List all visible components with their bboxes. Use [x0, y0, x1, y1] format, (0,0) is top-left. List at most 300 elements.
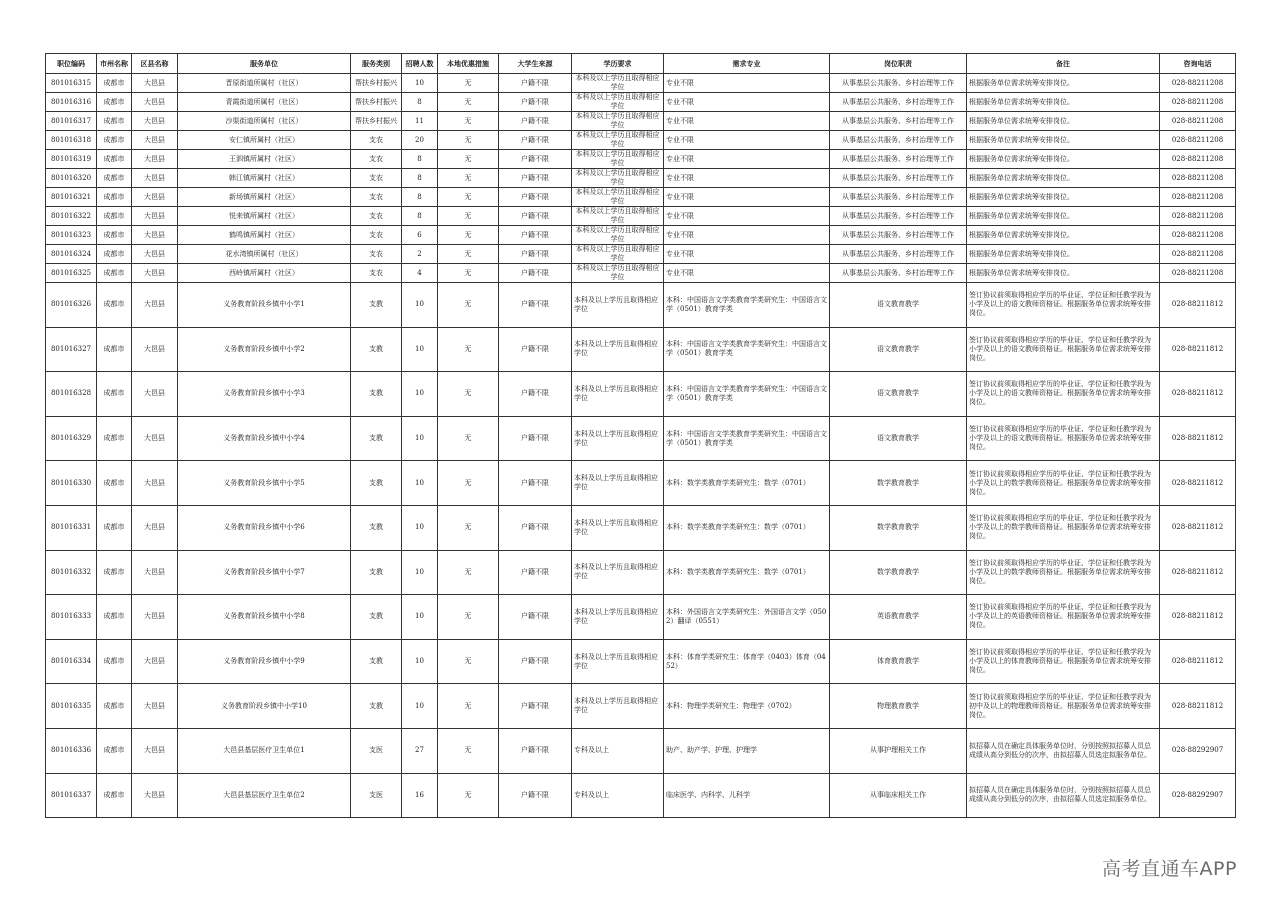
major-cell: 临床医学、内科学、儿科学	[664, 773, 830, 818]
duty-cell: 数学教育教学	[830, 550, 967, 595]
service-unit-cell: 韩江镇所属村（社区）	[178, 169, 351, 188]
headcount-cell: 20	[402, 131, 438, 150]
table-row	[46, 131, 1236, 150]
column-header: 大学生来源	[499, 54, 572, 74]
duty-cell: 从事基层公共服务、乡村治理等工作	[830, 245, 967, 264]
city-cell: 成都市	[97, 207, 132, 226]
student-source-cell: 户籍不限	[499, 461, 572, 506]
city-cell: 成都市	[97, 505, 132, 550]
city-cell: 成都市	[97, 416, 132, 461]
headcount-cell: 8	[402, 188, 438, 207]
phone-cell: 028-88211812	[1160, 684, 1236, 729]
education-cell: 专科及以上	[572, 773, 664, 818]
student-source-cell: 户籍不限	[499, 226, 572, 245]
service-unit-cell: 鹤鸣镇所属村（社区）	[178, 226, 351, 245]
local-policy-cell: 无	[438, 728, 499, 773]
local-policy-cell: 无	[438, 93, 499, 112]
table-row	[46, 728, 1236, 773]
service-type-cell: 支农	[351, 188, 402, 207]
remark-cell: 根据服务单位需求统筹安排岗位。	[967, 264, 1160, 283]
major-cell: 本科：中国语言文学类教育学类研究生：中国语言文学（0501）教育学类	[664, 416, 830, 461]
duty-cell: 从事基层公共服务、乡村治理等工作	[830, 112, 967, 131]
service-unit-cell: 义务教育阶段乡镇中小学9	[178, 639, 351, 684]
position-code-cell: 801016317	[46, 112, 97, 131]
local-policy-cell: 无	[438, 416, 499, 461]
headcount-cell: 10	[402, 461, 438, 506]
position-code-cell: 801016327	[46, 327, 97, 372]
phone-cell: 028-88211208	[1160, 245, 1236, 264]
phone-cell: 028-88211208	[1160, 188, 1236, 207]
phone-cell: 028-88211812	[1160, 416, 1236, 461]
service-unit-cell: 义务教育阶段乡镇中小学7	[178, 550, 351, 595]
phone-cell: 028-88211812	[1160, 505, 1236, 550]
remark-cell: 签订协议前须取得相应学历的毕业证、学位证和任教学段为初中及以上的物理教师资格证。根据服务单位需求统筹安排岗位。	[967, 684, 1160, 729]
position-code-cell: 801016320	[46, 169, 97, 188]
education-cell: 本科及以上学历且取得相应学位	[572, 74, 664, 93]
county-cell: 大邑县	[132, 461, 178, 506]
education-cell: 本科及以上学历且取得相应学位	[572, 245, 664, 264]
duty-cell: 语文教育教学	[830, 283, 967, 328]
table-row	[46, 150, 1236, 169]
student-source-cell: 户籍不限	[499, 150, 572, 169]
position-code-cell: 801016329	[46, 416, 97, 461]
service-type-cell: 支教	[351, 327, 402, 372]
county-cell: 大邑县	[132, 74, 178, 93]
education-cell: 本科及以上学历且取得相应学位	[572, 595, 664, 640]
position-code-cell: 801016325	[46, 264, 97, 283]
position-code-cell: 801016330	[46, 461, 97, 506]
position-code-cell: 801016318	[46, 131, 97, 150]
duty-cell: 从事基层公共服务、乡村治理等工作	[830, 264, 967, 283]
table-row	[46, 207, 1236, 226]
student-source-cell: 户籍不限	[499, 74, 572, 93]
service-type-cell: 支农	[351, 150, 402, 169]
local-policy-cell: 无	[438, 188, 499, 207]
major-cell: 本科：外国语言文学类研究生：外国语言文学（0502）翻译（0551）	[664, 595, 830, 640]
city-cell: 成都市	[97, 226, 132, 245]
remark-cell: 签订协议前须取得相应学历的毕业证、学位证和任教学段为小学及以上的语文教师资格证。根据服务单位需求统筹安排岗位。	[967, 283, 1160, 328]
phone-cell: 028-88211208	[1160, 131, 1236, 150]
education-cell: 本科及以上学历且取得相应学位	[572, 416, 664, 461]
column-header: 本地优惠措施	[438, 54, 499, 74]
education-cell: 本科及以上学历且取得相应学位	[572, 372, 664, 417]
phone-cell: 028-88211812	[1160, 327, 1236, 372]
student-source-cell: 户籍不限	[499, 169, 572, 188]
county-cell: 大邑县	[132, 595, 178, 640]
duty-cell: 物理教育教学	[830, 684, 967, 729]
student-source-cell: 户籍不限	[499, 131, 572, 150]
county-cell: 大邑县	[132, 773, 178, 818]
local-policy-cell: 无	[438, 112, 499, 131]
headcount-cell: 8	[402, 150, 438, 169]
remark-cell: 拟招募人员在确定具体服务单位时，分别按照拟招募人员总成绩从高分到低分的次序，由拟招募人员选定拟服务单位。	[967, 728, 1160, 773]
duty-cell: 从事基层公共服务、乡村治理等工作	[830, 150, 967, 169]
headcount-cell: 10	[402, 684, 438, 729]
service-unit-cell: 义务教育阶段乡镇中小学4	[178, 416, 351, 461]
table-row	[46, 245, 1236, 264]
county-cell: 大邑县	[132, 550, 178, 595]
major-cell: 专业不限	[664, 169, 830, 188]
headcount-cell: 8	[402, 169, 438, 188]
student-source-cell: 户籍不限	[499, 773, 572, 818]
major-cell: 专业不限	[664, 188, 830, 207]
remark-cell: 签订协议前须取得相应学历的毕业证、学位证和任教学段为小学及以上的数学教师资格证。根据服务单位需求统筹安排岗位。	[967, 550, 1160, 595]
headcount-cell: 10	[402, 416, 438, 461]
student-source-cell: 户籍不限	[499, 93, 572, 112]
position-code-cell: 801016323	[46, 226, 97, 245]
table-row	[46, 416, 1236, 461]
major-cell: 专业不限	[664, 131, 830, 150]
local-policy-cell: 无	[438, 283, 499, 328]
service-type-cell: 支医	[351, 728, 402, 773]
student-source-cell: 户籍不限	[499, 283, 572, 328]
education-cell: 专科及以上	[572, 728, 664, 773]
service-type-cell: 支农	[351, 131, 402, 150]
education-cell: 本科及以上学历且取得相应学位	[572, 188, 664, 207]
city-cell: 成都市	[97, 728, 132, 773]
major-cell: 专业不限	[664, 74, 830, 93]
headcount-cell: 10	[402, 74, 438, 93]
major-cell: 本科：中国语言文学类教育学类研究生：中国语言文学（0501）教育学类	[664, 283, 830, 328]
remark-cell: 根据服务单位需求统筹安排岗位。	[967, 93, 1160, 112]
county-cell: 大邑县	[132, 505, 178, 550]
city-cell: 成都市	[97, 188, 132, 207]
duty-cell: 从事基层公共服务、乡村治理等工作	[830, 74, 967, 93]
education-cell: 本科及以上学历且取得相应学位	[572, 327, 664, 372]
student-source-cell: 户籍不限	[499, 327, 572, 372]
duty-cell: 从事基层公共服务、乡村治理等工作	[830, 93, 967, 112]
major-cell: 专业不限	[664, 207, 830, 226]
position-code-cell: 801016322	[46, 207, 97, 226]
education-cell: 本科及以上学历且取得相应学位	[572, 264, 664, 283]
city-cell: 成都市	[97, 112, 132, 131]
major-cell: 本科：物理学类研究生：物理学（0702）	[664, 684, 830, 729]
local-policy-cell: 无	[438, 150, 499, 169]
education-cell: 本科及以上学历且取得相应学位	[572, 283, 664, 328]
county-cell: 大邑县	[132, 93, 178, 112]
phone-cell: 028-88211208	[1160, 169, 1236, 188]
county-cell: 大邑县	[132, 169, 178, 188]
county-cell: 大邑县	[132, 639, 178, 684]
remark-cell: 签订协议前须取得相应学历的毕业证、学位证和任教学段为小学及以上的体育教师资格证。根据服务单位需求统筹安排岗位。	[967, 639, 1160, 684]
service-type-cell: 支教	[351, 684, 402, 729]
local-policy-cell: 无	[438, 550, 499, 595]
headcount-cell: 10	[402, 505, 438, 550]
local-policy-cell: 无	[438, 505, 499, 550]
headcount-cell: 11	[402, 112, 438, 131]
county-cell: 大邑县	[132, 728, 178, 773]
table-row	[46, 773, 1236, 818]
position-code-cell: 801016332	[46, 550, 97, 595]
major-cell: 专业不限	[664, 150, 830, 169]
headcount-cell: 10	[402, 595, 438, 640]
major-cell: 本科：中国语言文学类教育学类研究生：中国语言文学（0501）教育学类	[664, 372, 830, 417]
city-cell: 成都市	[97, 595, 132, 640]
education-cell: 本科及以上学历且取得相应学位	[572, 131, 664, 150]
duty-cell: 语文教育教学	[830, 372, 967, 417]
service-type-cell: 支教	[351, 595, 402, 640]
duty-cell: 从事基层公共服务、乡村治理等工作	[830, 226, 967, 245]
city-cell: 成都市	[97, 327, 132, 372]
service-unit-cell: 西岭镇所属村（社区）	[178, 264, 351, 283]
student-source-cell: 户籍不限	[499, 639, 572, 684]
education-cell: 本科及以上学历且取得相应学位	[572, 112, 664, 131]
student-source-cell: 户籍不限	[499, 595, 572, 640]
remark-cell: 签订协议前须取得相应学历的毕业证、学位证和任教学段为小学及以上的语文教师资格证。根据服务单位需求统筹安排岗位。	[967, 416, 1160, 461]
duty-cell: 从事基层公共服务、乡村治理等工作	[830, 207, 967, 226]
service-unit-cell: 大邑县基层医疗卫生单位1	[178, 728, 351, 773]
duty-cell: 英语教育教学	[830, 595, 967, 640]
service-unit-cell: 安仁镇所属村（社区）	[178, 131, 351, 150]
remark-cell: 根据服务单位需求统筹安排岗位。	[967, 150, 1160, 169]
education-cell: 本科及以上学历且取得相应学位	[572, 150, 664, 169]
service-type-cell: 支农	[351, 226, 402, 245]
remark-cell: 签订协议前须取得相应学历的毕业证、学位证和任教学段为小学及以上的数学教师资格证。根据服务单位需求统筹安排岗位。	[967, 461, 1160, 506]
county-cell: 大邑县	[132, 112, 178, 131]
headcount-cell: 4	[402, 264, 438, 283]
duty-cell: 从事基层公共服务、乡村治理等工作	[830, 131, 967, 150]
service-type-cell: 支农	[351, 207, 402, 226]
city-cell: 成都市	[97, 150, 132, 169]
service-unit-cell: 青霞街道所属村（社区）	[178, 93, 351, 112]
service-unit-cell: 王泗镇所属村（社区）	[178, 150, 351, 169]
student-source-cell: 户籍不限	[499, 207, 572, 226]
education-cell: 本科及以上学历且取得相应学位	[572, 505, 664, 550]
table-row	[46, 74, 1236, 93]
table-row	[46, 372, 1236, 417]
phone-cell: 028-88211208	[1160, 226, 1236, 245]
service-unit-cell: 义务教育阶段乡镇中小学3	[178, 372, 351, 417]
local-policy-cell: 无	[438, 639, 499, 684]
local-policy-cell: 无	[438, 245, 499, 264]
county-cell: 大邑县	[132, 416, 178, 461]
city-cell: 成都市	[97, 283, 132, 328]
local-policy-cell: 无	[438, 169, 499, 188]
student-source-cell: 户籍不限	[499, 245, 572, 264]
table-row	[46, 639, 1236, 684]
local-policy-cell: 无	[438, 226, 499, 245]
student-source-cell: 户籍不限	[499, 728, 572, 773]
column-header: 招聘人数	[402, 54, 438, 74]
education-cell: 本科及以上学历且取得相应学位	[572, 684, 664, 729]
service-type-cell: 支教	[351, 416, 402, 461]
county-cell: 大邑县	[132, 372, 178, 417]
headcount-cell: 8	[402, 93, 438, 112]
duty-cell: 数学教育教学	[830, 505, 967, 550]
table-row	[46, 505, 1236, 550]
phone-cell: 028-88292907	[1160, 728, 1236, 773]
major-cell: 本科：中国语言文学类教育学类研究生：中国语言文学（0501）教育学类	[664, 327, 830, 372]
position-code-cell: 801016336	[46, 728, 97, 773]
local-policy-cell: 无	[438, 327, 499, 372]
duty-cell: 从事护理相关工作	[830, 728, 967, 773]
city-cell: 成都市	[97, 245, 132, 264]
city-cell: 成都市	[97, 169, 132, 188]
headcount-cell: 2	[402, 245, 438, 264]
local-policy-cell: 无	[438, 684, 499, 729]
column-header: 区县名称	[132, 54, 178, 74]
column-header: 职位编码	[46, 54, 97, 74]
table-row	[46, 169, 1236, 188]
remark-cell: 根据服务单位需求统筹安排岗位。	[967, 169, 1160, 188]
service-unit-cell: 花水湾镇所属村（社区）	[178, 245, 351, 264]
city-cell: 成都市	[97, 74, 132, 93]
position-code-cell: 801016315	[46, 74, 97, 93]
county-cell: 大邑县	[132, 226, 178, 245]
service-type-cell: 帮扶乡村振兴	[351, 112, 402, 131]
remark-cell: 签订协议前须取得相应学历的毕业证、学位证和任教学段为小学及以上的英语教师资格证。根据服务单位需求统筹安排岗位。	[967, 595, 1160, 640]
service-unit-cell: 晋原街道所属村（社区）	[178, 74, 351, 93]
headcount-cell: 16	[402, 773, 438, 818]
duty-cell: 从事临床相关工作	[830, 773, 967, 818]
column-header: 需求专业	[664, 54, 830, 74]
remark-cell: 签订协议前须取得相应学历的毕业证、学位证和任教学段为小学及以上的语文教师资格证。根据服务单位需求统筹安排岗位。	[967, 372, 1160, 417]
remark-cell: 根据服务单位需求统筹安排岗位。	[967, 188, 1160, 207]
phone-cell: 028-88211812	[1160, 461, 1236, 506]
duty-cell: 语文教育教学	[830, 327, 967, 372]
service-type-cell: 支教	[351, 461, 402, 506]
county-cell: 大邑县	[132, 245, 178, 264]
education-cell: 本科及以上学历且取得相应学位	[572, 639, 664, 684]
duty-cell: 数学教育教学	[830, 461, 967, 506]
county-cell: 大邑县	[132, 283, 178, 328]
remark-cell: 根据服务单位需求统筹安排岗位。	[967, 207, 1160, 226]
city-cell: 成都市	[97, 372, 132, 417]
major-cell: 本科：体育学类研究生：体育学（0403）体育（0452）	[664, 639, 830, 684]
phone-cell: 028-88211812	[1160, 550, 1236, 595]
service-unit-cell: 义务教育阶段乡镇中小学10	[178, 684, 351, 729]
position-code-cell: 801016333	[46, 595, 97, 640]
remark-cell: 根据服务单位需求统筹安排岗位。	[967, 74, 1160, 93]
headcount-cell: 10	[402, 639, 438, 684]
duty-cell: 从事基层公共服务、乡村治理等工作	[830, 188, 967, 207]
column-header: 服务类别	[351, 54, 402, 74]
phone-cell: 028-88292907	[1160, 773, 1236, 818]
major-cell: 本科：数学类教育学类研究生：数学（0701）	[664, 505, 830, 550]
position-code-cell: 801016326	[46, 283, 97, 328]
column-header: 备注	[967, 54, 1160, 74]
column-header: 服务单位	[178, 54, 351, 74]
major-cell: 助产、助产学、护理、护理学	[664, 728, 830, 773]
service-type-cell: 支农	[351, 264, 402, 283]
service-unit-cell: 沙渠街道所属村（社区）	[178, 112, 351, 131]
city-cell: 成都市	[97, 773, 132, 818]
headcount-cell: 10	[402, 327, 438, 372]
headcount-cell: 27	[402, 728, 438, 773]
student-source-cell: 户籍不限	[499, 416, 572, 461]
city-cell: 成都市	[97, 131, 132, 150]
major-cell: 专业不限	[664, 93, 830, 112]
service-unit-cell: 新场镇所属村（社区）	[178, 188, 351, 207]
education-cell: 本科及以上学历且取得相应学位	[572, 550, 664, 595]
county-cell: 大邑县	[132, 207, 178, 226]
county-cell: 大邑县	[132, 188, 178, 207]
remark-cell: 根据服务单位需求统筹安排岗位。	[967, 226, 1160, 245]
table-row	[46, 684, 1236, 729]
table-body	[46, 74, 1236, 818]
remark-cell: 签订协议前须取得相应学历的毕业证、学位证和任教学段为小学及以上的语文教师资格证。根据服务单位需求统筹安排岗位。	[967, 327, 1160, 372]
column-header: 咨询电话	[1160, 54, 1236, 74]
duty-cell: 从事基层公共服务、乡村治理等工作	[830, 169, 967, 188]
student-source-cell: 户籍不限	[499, 684, 572, 729]
remark-cell: 拟招募人员在确定具体服务单位时，分别按照拟招募人员总成绩从高分到低分的次序，由拟招募人员选定拟服务单位。	[967, 773, 1160, 818]
service-type-cell: 支农	[351, 245, 402, 264]
major-cell: 专业不限	[664, 112, 830, 131]
service-type-cell: 支教	[351, 505, 402, 550]
education-cell: 本科及以上学历且取得相应学位	[572, 226, 664, 245]
phone-cell: 028-88211208	[1160, 150, 1236, 169]
service-unit-cell: 义务教育阶段乡镇中小学5	[178, 461, 351, 506]
city-cell: 成都市	[97, 264, 132, 283]
city-cell: 成都市	[97, 93, 132, 112]
remark-cell: 根据服务单位需求统筹安排岗位。	[967, 245, 1160, 264]
major-cell: 本科：数学类教育学类研究生：数学（0701）	[664, 461, 830, 506]
service-unit-cell: 义务教育阶段乡镇中小学1	[178, 283, 351, 328]
watermark-text: 高考直通车APP	[1102, 858, 1237, 880]
headcount-cell: 10	[402, 372, 438, 417]
county-cell: 大邑县	[132, 150, 178, 169]
local-policy-cell: 无	[438, 74, 499, 93]
education-cell: 本科及以上学历且取得相应学位	[572, 461, 664, 506]
county-cell: 大邑县	[132, 131, 178, 150]
table-row	[46, 93, 1236, 112]
table-row	[46, 226, 1236, 245]
service-type-cell: 帮扶乡村振兴	[351, 93, 402, 112]
service-unit-cell: 悦来镇所属村（社区）	[178, 207, 351, 226]
position-code-cell: 801016321	[46, 188, 97, 207]
major-cell: 专业不限	[664, 226, 830, 245]
student-source-cell: 户籍不限	[499, 505, 572, 550]
headcount-cell: 10	[402, 283, 438, 328]
student-source-cell: 户籍不限	[499, 372, 572, 417]
phone-cell: 028-88211812	[1160, 283, 1236, 328]
column-header: 市州名称	[97, 54, 132, 74]
student-source-cell: 户籍不限	[499, 188, 572, 207]
local-policy-cell: 无	[438, 773, 499, 818]
table-row	[46, 461, 1236, 506]
student-source-cell: 户籍不限	[499, 550, 572, 595]
service-unit-cell: 义务教育阶段乡镇中小学8	[178, 595, 351, 640]
major-cell: 本科：数学类教育学类研究生：数学（0701）	[664, 550, 830, 595]
county-cell: 大邑县	[132, 684, 178, 729]
service-unit-cell: 大邑县基层医疗卫生单位2	[178, 773, 351, 818]
local-policy-cell: 无	[438, 131, 499, 150]
headcount-cell: 6	[402, 226, 438, 245]
phone-cell: 028-88211208	[1160, 93, 1236, 112]
phone-cell: 028-88211812	[1160, 595, 1236, 640]
duty-cell: 语文教育教学	[830, 416, 967, 461]
phone-cell: 028-88211208	[1160, 74, 1236, 93]
headcount-cell: 10	[402, 550, 438, 595]
education-cell: 本科及以上学历且取得相应学位	[572, 207, 664, 226]
position-code-cell: 801016331	[46, 505, 97, 550]
county-cell: 大邑县	[132, 264, 178, 283]
phone-cell: 028-88211812	[1160, 372, 1236, 417]
local-policy-cell: 无	[438, 595, 499, 640]
phone-cell: 028-88211812	[1160, 639, 1236, 684]
local-policy-cell: 无	[438, 461, 499, 506]
education-cell: 本科及以上学历且取得相应学位	[572, 169, 664, 188]
position-code-cell: 801016319	[46, 150, 97, 169]
table-row	[46, 550, 1236, 595]
position-code-cell: 801016316	[46, 93, 97, 112]
phone-cell: 028-88211208	[1160, 112, 1236, 131]
table-row	[46, 188, 1236, 207]
service-type-cell: 帮扶乡村振兴	[351, 74, 402, 93]
city-cell: 成都市	[97, 461, 132, 506]
remark-cell: 签订协议前须取得相应学历的毕业证、学位证和任教学段为小学及以上的数学教师资格证。根据服务单位需求统筹安排岗位。	[967, 505, 1160, 550]
local-policy-cell: 无	[438, 207, 499, 226]
